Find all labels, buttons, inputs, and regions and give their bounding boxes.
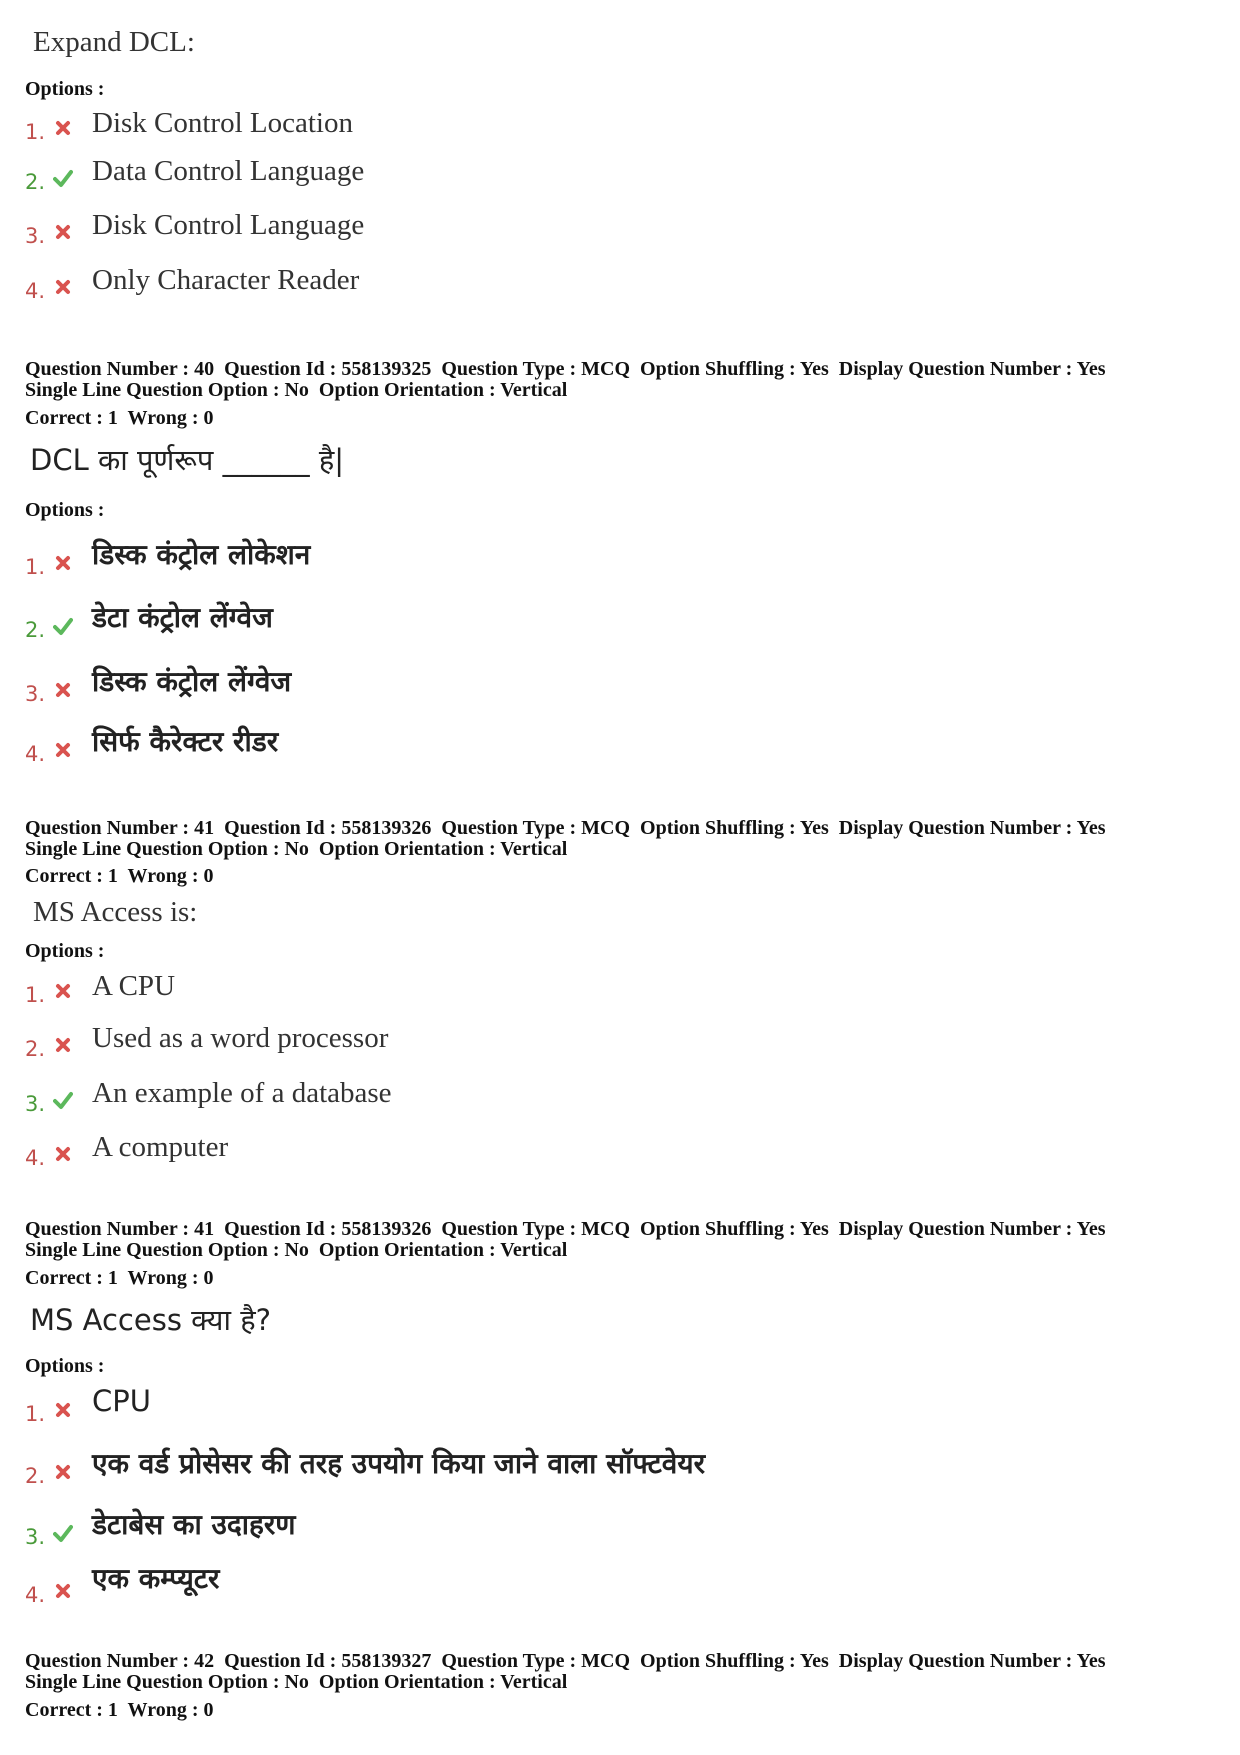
option-number: 1. [25,120,46,144]
option-number: 2. [25,618,46,642]
cross-mark-icon [53,981,73,1001]
question-text: DCL का पूर्णरूप ______ है| [30,443,345,477]
cross-mark-icon [53,118,73,138]
cross-mark-icon [53,1400,73,1420]
check-mark-icon [53,1090,73,1110]
option-number: 1. [25,555,46,579]
cross-mark-icon [53,1462,73,1482]
option-row [25,264,625,304]
option-number: 3. [25,224,46,248]
option-text: डिस्क कंट्रोल लोकेशन [92,538,311,571]
option-number: 4. [25,1583,46,1607]
question-meta-line: Single Line Question Option : No Option Orientation : Vertical [25,379,568,401]
option-text: सिर्फ कैरेक्टर रीडर [92,725,279,758]
option-number: 4. [25,1146,46,1170]
score-line: Correct : 1 Wrong : 0 [25,1267,214,1289]
options-label: Options : [25,940,105,962]
question-meta-line: Single Line Question Option : No Option Orientation : Vertical [25,1671,568,1693]
option-text: A CPU [92,970,176,1002]
option-text: Disk Control Language [92,209,365,241]
option-row [25,968,625,1008]
check-mark-icon [53,1523,73,1543]
cross-mark-icon [53,1144,73,1164]
option-row [25,1563,925,1611]
option-row [25,722,725,770]
option-number: 2. [25,170,46,194]
option-row [25,1444,925,1492]
question-meta-line: Question Number : 41 Question Id : 558139326 Question Type : MCQ Option Shuffling : Yes Display Question Number : Yes [25,1218,1106,1240]
check-mark-icon [53,616,73,636]
question-meta-line: Question Number : 42 Question Id : 558139327 Question Type : MCQ Option Shuffling : Yes Display Question Number : Yes [25,1650,1106,1672]
option-row [25,155,625,195]
option-text: Only Character Reader [92,264,360,296]
option-text: डेटाबेस का उदाहरण [92,1508,296,1541]
option-text: An example of a database [92,1077,392,1109]
cross-mark-icon [53,553,73,573]
option-row [25,1022,625,1062]
options-label: Options : [25,499,105,521]
option-text: एक कम्प्यूटर [92,1562,220,1595]
question-meta-line: Question Number : 40 Question Id : 558139325 Question Type : MCQ Option Shuffling : Yes Display Question Number : Yes [25,358,1106,380]
option-row [25,598,725,646]
option-row [25,1505,925,1553]
option-number: 2. [25,1037,46,1061]
score-line: Correct : 1 Wrong : 0 [25,865,214,887]
score-line: Correct : 1 Wrong : 0 [25,1699,214,1721]
option-text: CPU [92,1384,151,1418]
option-row [25,209,625,249]
options-label: Options : [25,78,105,100]
question-text: Expand DCL: [33,26,195,58]
option-row [25,535,725,583]
option-row [25,662,725,710]
question-meta-line: Single Line Question Option : No Option Orientation : Vertical [25,838,568,860]
option-text: Data Control Language [92,155,365,187]
option-text: डिस्क कंट्रोल लेंग्वेज [92,665,292,698]
option-text: डेटा कंट्रोल लेंग्वेज [92,601,273,634]
option-number: 2. [25,1464,46,1488]
cross-mark-icon [53,1035,73,1055]
question-text: MS Access क्या है? [30,1303,271,1337]
option-number: 3. [25,682,46,706]
check-mark-icon [53,168,73,188]
option-number: 3. [25,1092,46,1116]
option-text: Used as a word processor [92,1022,389,1054]
question-meta-line: Question Number : 41 Question Id : 558139326 Question Type : MCQ Option Shuffling : Yes Display Question Number : Yes [25,817,1106,839]
option-row [25,1382,925,1430]
option-number: 1. [25,1402,46,1426]
question-text: MS Access is: [33,896,198,928]
option-row [25,1131,625,1171]
option-number: 4. [25,742,46,766]
option-number: 1. [25,983,46,1007]
question-meta-line: Single Line Question Option : No Option Orientation : Vertical [25,1239,568,1261]
option-text: A computer [92,1131,229,1163]
option-row [25,105,625,145]
option-number: 4. [25,279,46,303]
option-text: Disk Control Location [92,107,353,139]
cross-mark-icon [53,222,73,242]
option-text: एक वर्ड प्रोसेसर की तरह उपयोग किया जाने वाला सॉफ्टवेयर [92,1447,706,1480]
cross-mark-icon [53,1581,73,1601]
option-row [25,1077,625,1117]
cross-mark-icon [53,277,73,297]
cross-mark-icon [53,680,73,700]
score-line: Correct : 1 Wrong : 0 [25,407,214,429]
cross-mark-icon [53,740,73,760]
option-number: 3. [25,1525,46,1549]
options-label: Options : [25,1355,105,1377]
